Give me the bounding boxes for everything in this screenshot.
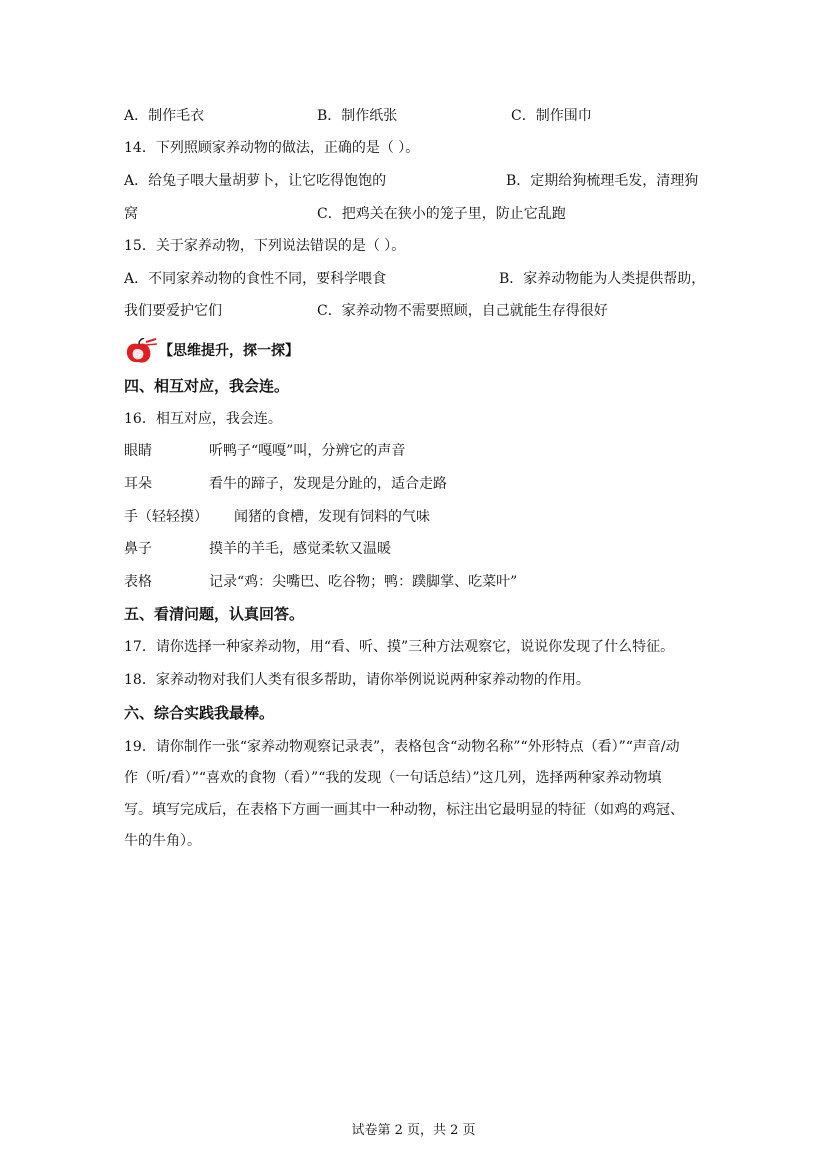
q19-line-4: 牛的牛角）。 [124,833,201,849]
q17: 17．请你选择一种家养动物，用“看、听、摸”三种方法观察它，说说你发现了什么特征。 [124,639,675,655]
page-footer: 试卷第 2 页，共 2 页 [351,1123,476,1138]
match-right-5: 记录“鸡：尖嘴巴、吃谷物；鸭：蹼脚掌、吃菜叶” [209,574,518,590]
section-4-title: 四、相互对应，我会连。 [124,377,290,395]
q15-option-a: A．不同家养动物的食性不同，要科学喂食 [124,271,387,287]
q13-option-c: C．制作围巾 [511,108,592,124]
section-5-title: 五、看清问题，认真回答。 [124,605,305,623]
q13-option-b: B．制作纸张 [317,108,398,124]
match-left-3: 手（轻轻摸） [124,509,208,525]
match-right-3: 闻猪的食槽，发现有饲料的气味 [234,509,430,525]
section-tag: 【思维提升，探一探】 [159,343,299,359]
match-right-1: 听鸭子“嘎嘎”叫，分辨它的声音 [209,443,406,459]
q14-stem: 14．下列照顾家养动物的做法，正确的是（ ）。 [124,140,420,156]
q14-option-b: B．定期给狗梳理毛发，清理狗 [506,173,699,189]
q18: 18．家养动物对我们人类有很多帮助，请你举例说说两种家养动物的作用。 [124,672,590,688]
apple-icon [124,338,158,364]
match-right-2: 看牛的蹄子，发现是分趾的，适合走路 [209,476,447,492]
q16-stem: 16．相互对应，我会连。 [124,411,282,427]
q14-option-b-continued: 窝 [124,206,138,222]
q14-option-a: A．给兔子喂大量胡萝卜，让它吃得饱饱的 [124,173,387,189]
q15-stem: 15．关于家养动物，下列说法错误的是（ ）。 [124,238,406,254]
q15-option-b-continued: 我们要爱护它们 [124,303,222,319]
q15-option-b: B．家养动物能为人类提供帮助， [499,271,706,287]
section-6-title: 六、综合实践我最棒。 [124,704,275,722]
q19-line-3: 写。填写完成后，在表格下方画一画其中一种动物，标注出它最明显的特征（如鸡的鸡冠、 [124,802,684,818]
q15-option-c: C．家养动物不需要照顾，自己就能生存得很好 [317,303,608,319]
q19-line-1: 19．请你制作一张“家养动物观察记录表”，表格包含“动物名称”“外形特点（看）”“声音/动 [124,739,680,755]
match-left-1: 眼睛 [124,443,152,459]
q14-option-c: C．把鸡关在狭小的笼子里，防止它乱跑 [317,206,566,222]
q13-option-a: A．制作毛衣 [124,108,205,124]
match-left-4: 鼻子 [124,541,152,557]
q19-line-2: 作（听/看）”“喜欢的食物（看）”“我的发现（一句话总结）”这几列，选择两种家养动物填 [124,770,662,786]
match-left-5: 表格 [124,574,152,590]
match-right-4: 摸羊的羊毛，感觉柔软又温暖 [209,541,391,557]
match-left-2: 耳朵 [124,476,152,492]
